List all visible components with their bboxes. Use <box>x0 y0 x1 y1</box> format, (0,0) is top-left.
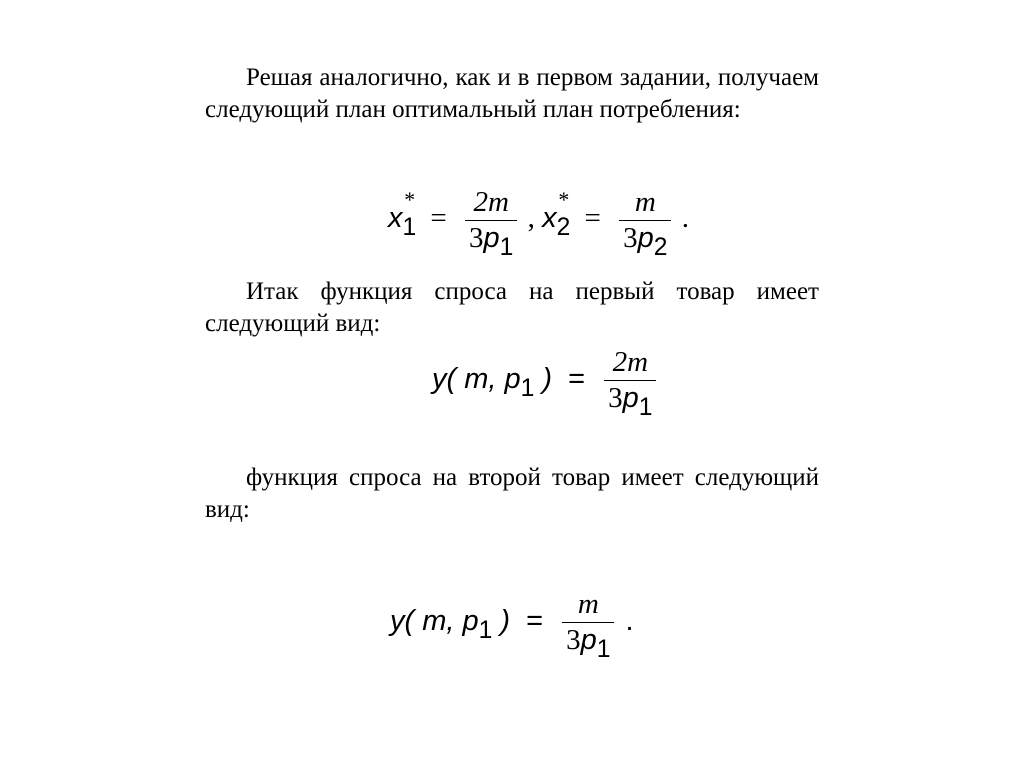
denominator: $3p_2$ <box>623 222 668 261</box>
subscript: 2 <box>556 214 571 242</box>
comma: , <box>527 202 535 235</box>
paragraph-intro: Решая аналогично, как и в первом задании, получаем следующий план оптимальный план потребления: <box>205 64 819 123</box>
equals-sign: = <box>526 605 544 638</box>
asterisk: * <box>404 187 416 212</box>
fraction <box>465 186 517 261</box>
denominator: $3p_1$ <box>608 382 653 421</box>
numerator: 2m <box>604 348 656 381</box>
equals-sign: = <box>568 363 586 396</box>
function-lhs: y( m, p <box>432 363 521 396</box>
fraction <box>604 346 656 421</box>
var-x: x <box>542 202 557 235</box>
period: . <box>681 202 689 235</box>
formula-optimal-plan <box>388 186 689 261</box>
denominator: $3p_1$ <box>566 624 611 663</box>
asterisk: * <box>558 187 570 212</box>
equals-sign: = <box>584 202 601 235</box>
denominator: $3p_1$ <box>469 222 514 261</box>
period: . <box>625 605 634 638</box>
formula-demand-first: y( m, $p_1$ ) = $\frac{2m}{3p_1}$ <box>432 348 659 413</box>
var-x: x <box>388 202 403 235</box>
numerator: m <box>562 590 614 623</box>
numerator: m <box>619 188 671 221</box>
subscript: 1 <box>402 214 417 242</box>
fraction <box>619 186 671 261</box>
formula-demand-second: y( m, $p_1$ ) = $\frac{m}{3p_1}$ . <box>390 588 634 663</box>
fraction <box>562 588 614 663</box>
numerator: 2m <box>465 188 517 221</box>
paragraph-demand-second: функция спроса на второй товар имеет следующий вид: <box>205 464 819 523</box>
function-lhs: y( m, p <box>390 605 479 638</box>
paragraph-demand-first: Итак функция спроса на первый товар имеет следующий вид: <box>205 278 819 337</box>
equals-sign: = <box>430 202 447 235</box>
